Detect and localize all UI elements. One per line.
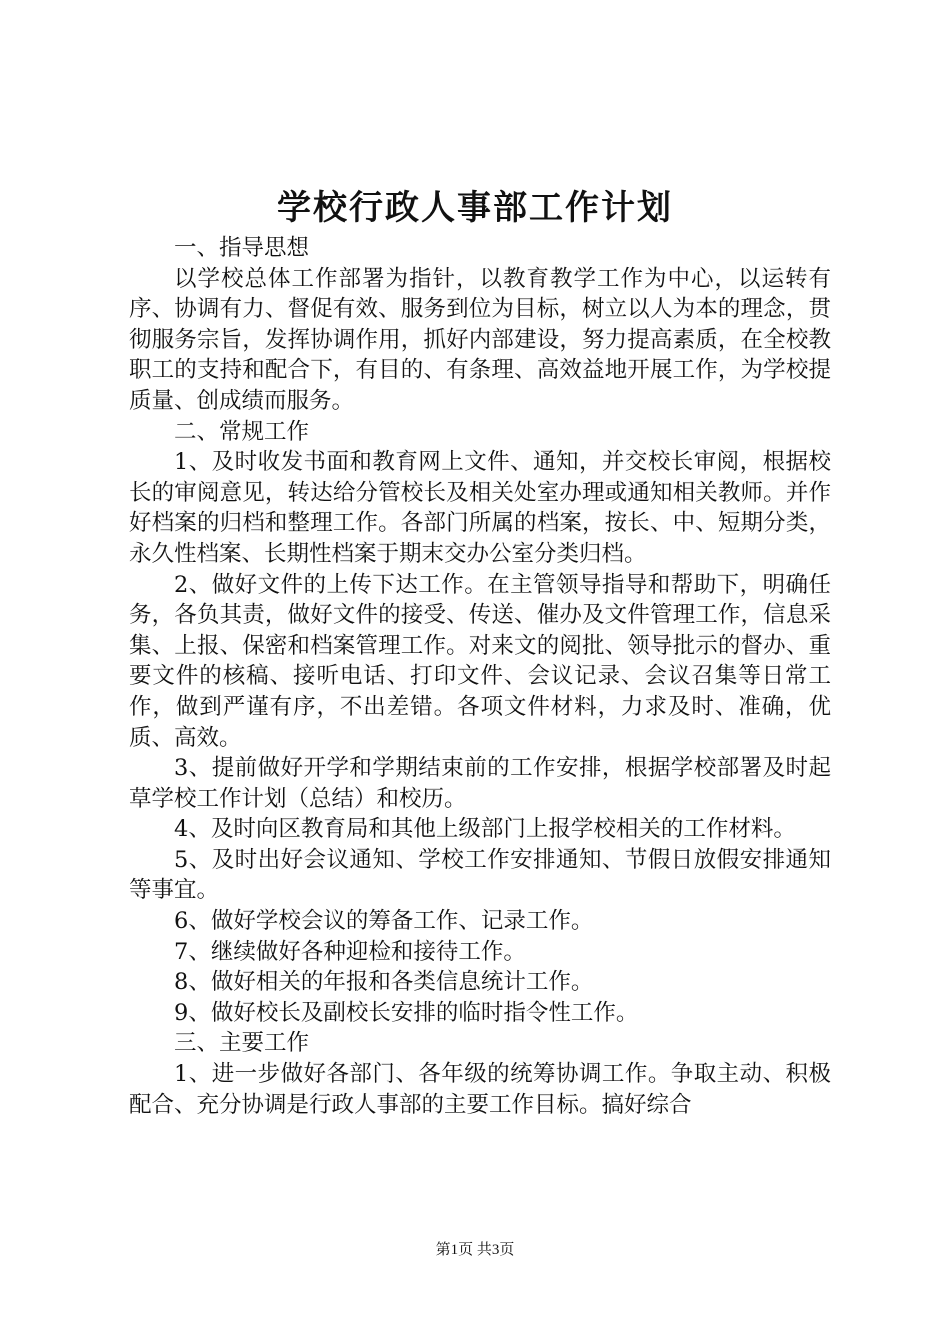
- paragraph: 1、及时收发书面和教育网上文件、通知，并交校长审阅，根据校长的审阅意见，转达给分管校长及相关处室办理或通知相关教师。并作好档案的归档和整理工作。各部门所属的档案，按长、中、短期分类，永久性档案、长期性档案于期末交办公室分类归档。: [129, 449, 831, 567]
- section-heading: 一、指导思想: [174, 235, 310, 261]
- paragraph: 以学校总体工作部署为指针，以教育教学工作为中心，以运转有序、协调有力、督促有效、服务到位为目标，树立以人为本的理念，贯彻服务宗旨，发挥协调作用，抓好内部建设，努力提高素质，在全校教职工的支持和配合下，有目的、有条理、高效益地开展工作，为学校提质量、创成绩而服务。: [129, 265, 831, 414]
- document-body: [129, 233, 831, 1120]
- document-title: 学校行政人事部工作计划: [277, 188, 673, 228]
- paragraph: 3、提前做好开学和学期结束前的工作安排，根据学校部署及时起草学校工作计划（总结）和校历。: [129, 755, 831, 812]
- paragraph: 8、做好相关的年报和各类信息统计工作。: [174, 969, 594, 996]
- paragraph: 2、做好文件的上传下达工作。在主管领导指导和帮助下，明确任务，各负其责，做好文件的接受、传送、催办及文件管理工作，信息采集、上报、保密和档案管理工作。对来文的阅批、领导批示的督办、重要文件的核稿、接听电话、打印文件、会议记录、会议召集等日常工作，做到严谨有序，不出差错。各项文件材料，力求及时、准确，优质、高效。: [129, 571, 831, 751]
- paragraph: 6、做好学校会议的筹备工作、记录工作。: [174, 908, 594, 935]
- paragraph: 9、做好校长及副校长安排的临时指令性工作。: [174, 999, 639, 1026]
- paragraph: 1、进一步做好各部门、各年级的统筹协调工作。争取主动、积极配合、充分协调是行政人事部的主要工作目标。搞好综合: [129, 1061, 831, 1118]
- paragraph: 5、及时出好会议通知、学校工作安排通知、节假日放假安排通知等事宜。: [129, 846, 831, 904]
- paragraph: 4、及时向区教育局和其他上级部门上报学校相关的工作材料。: [174, 816, 796, 843]
- section-heading: 二、常规工作: [174, 418, 310, 445]
- page-footer: 第1页 共3页: [435, 1242, 515, 1258]
- paragraph: 7、继续做好各种迎检和接待工作。: [174, 938, 526, 965]
- section-heading: 三、主要工作: [174, 1030, 310, 1057]
